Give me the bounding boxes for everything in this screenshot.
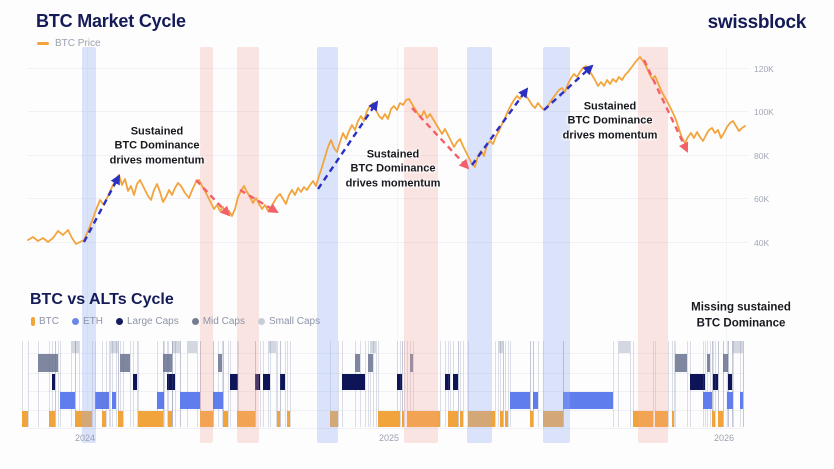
- legend-label: Small Caps: [268, 316, 321, 327]
- alts-legend-item-small-caps[interactable]: [258, 316, 320, 327]
- legend-swatch-btc: [31, 317, 35, 326]
- swissblock-logo: swissblock: [707, 12, 806, 33]
- legend-swatch-small-caps: [258, 318, 265, 325]
- x-axis-tick-label: 2025: [378, 433, 400, 443]
- page-title: BTC Market Cycle: [36, 11, 186, 31]
- alts-legend: [31, 316, 320, 327]
- annotation-sustained-dominance: Sustained BTC Dominance drives momentum: [109, 125, 205, 167]
- price-legend[interactable]: [37, 38, 101, 49]
- y-axis-tick-label: 100K: [754, 107, 774, 117]
- missing-dominance-note-line1: Missing sustained: [691, 301, 791, 314]
- alts-legend-item-mid-caps[interactable]: [192, 316, 245, 327]
- x-axis-tick-label: 2026: [713, 433, 735, 443]
- legend-swatch-large-caps: [116, 318, 123, 325]
- annotation-sustained-dominance: Sustained BTC Dominance drives momentum: [345, 148, 441, 190]
- btc-price-legend-swatch: [37, 42, 49, 45]
- trend-arrow-up: [84, 176, 119, 242]
- btc-price-legend-label: BTC Price: [55, 38, 101, 49]
- legend-label: Mid Caps: [202, 316, 245, 327]
- annotation-sustained-dominance: Sustained BTC Dominance drives momentum: [562, 100, 658, 142]
- trend-arrow-down: [240, 190, 277, 212]
- missing-dominance-note: [691, 300, 791, 331]
- x-axis-tick-label: 2024: [74, 433, 96, 443]
- trend-arrow-up: [472, 89, 527, 165]
- legend-label: Large Caps: [127, 316, 179, 327]
- legend-label: ETH: [83, 316, 103, 327]
- y-axis-tick-label: 120K: [754, 64, 774, 74]
- section-title-alts-cycle: BTC vs ALTs Cycle: [30, 291, 174, 308]
- alts-legend-item-eth[interactable]: [72, 316, 103, 327]
- y-axis-tick-label: 60K: [754, 194, 770, 204]
- legend-swatch-mid-caps: [192, 318, 199, 325]
- alts-legend-item-large-caps[interactable]: [116, 316, 179, 327]
- y-axis-tick-label: 40K: [754, 238, 770, 248]
- alts-legend-item-btc[interactable]: [31, 316, 59, 327]
- y-axis-tick-label: 80K: [754, 151, 770, 161]
- legend-swatch-eth: [72, 318, 79, 325]
- missing-dominance-note-line2: BTC Dominance: [696, 317, 786, 329]
- legend-label: BTC: [39, 316, 59, 327]
